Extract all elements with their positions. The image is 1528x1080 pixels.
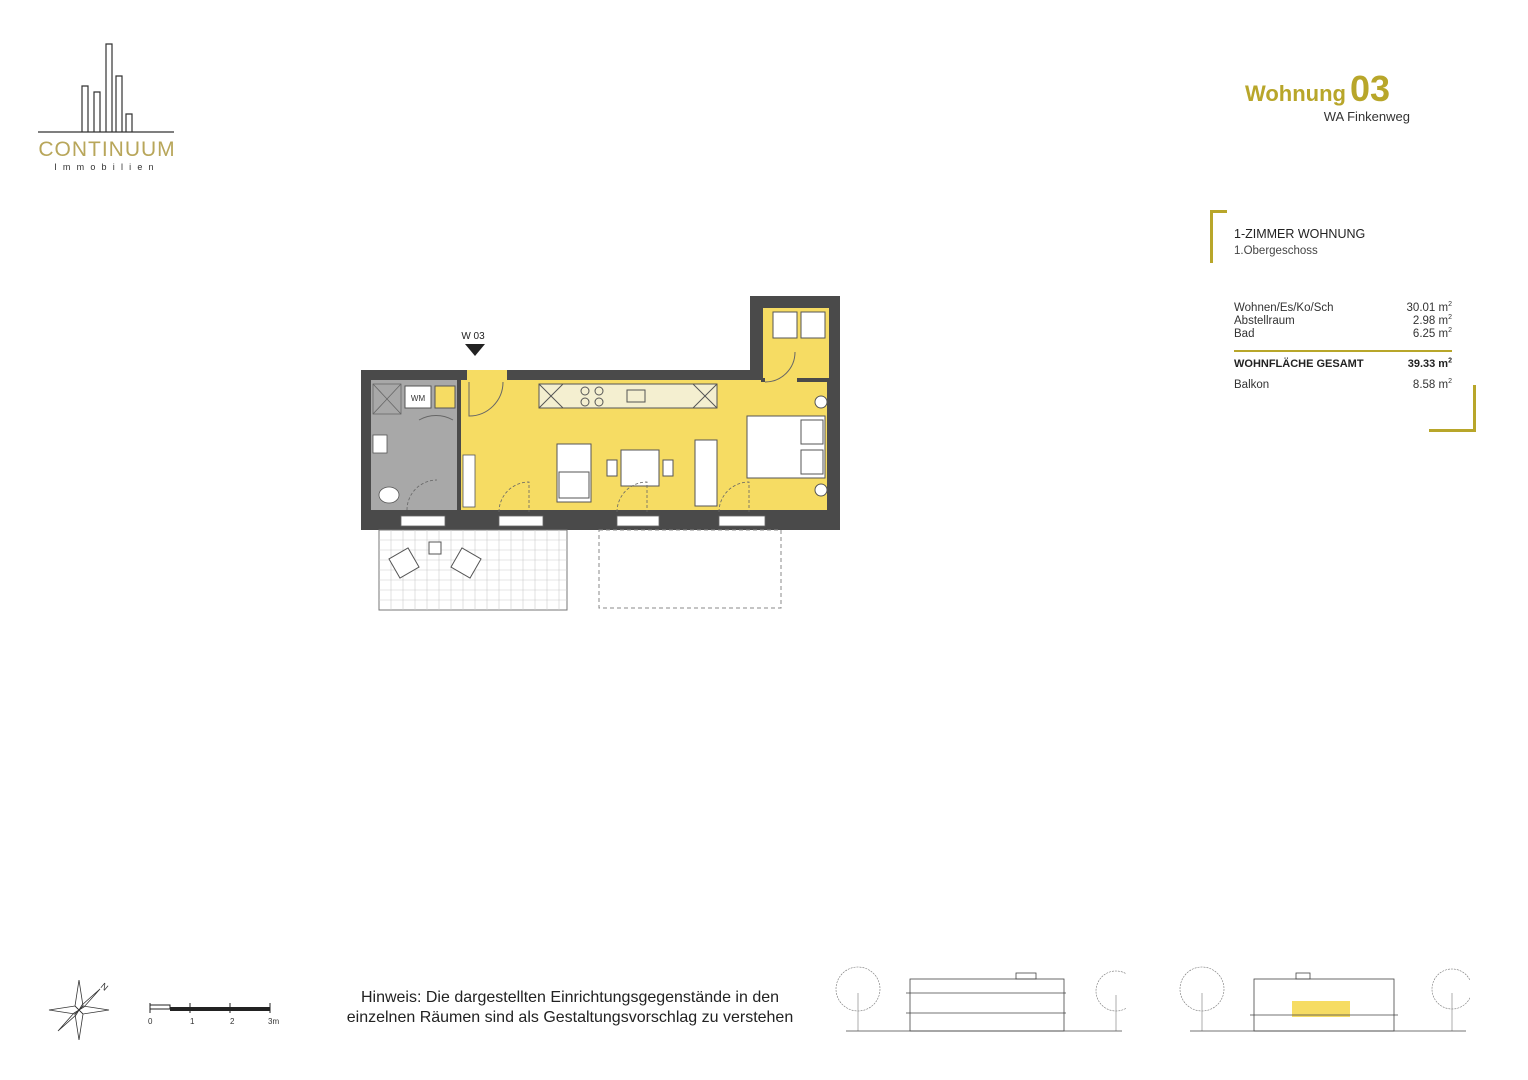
logo-subtitle: Immobilien [54,162,160,172]
skyline-logo-icon [36,42,178,138]
highlighted-unit [1292,1001,1350,1017]
balcony-row [1234,379,1452,391]
sofa [557,444,591,502]
room-area: 6.25 $m^2$ [1412,327,1452,340]
balcony-right-outline [599,530,781,608]
heater [435,386,455,408]
unit-type: 1-ZIMMER WOHNUNG [1234,227,1366,241]
building-elevation-rear [1170,963,1470,1037]
building-front [846,973,1122,1031]
entrance-door-opening [467,370,507,382]
balcony-left [379,530,567,610]
scale-label: 0 [148,1017,153,1026]
area-info-panel [1210,210,1476,432]
disclaimer-line: einzelnen Räumen sind als Gestaltungsvorschlag zu verstehen [346,1009,794,1026]
floor-level: 1.Obergeschoss [1234,245,1318,257]
total-label: WOHNFLÄCHE GESAMT [1234,358,1364,370]
floor-plan-drawing [355,290,855,620]
disclaimer-line: Hinweis: Die dargestellten Einrichtungsgegenstände in den [360,989,780,1006]
tree-icon [1432,969,1470,1031]
page-subtitle: WA Finkenweg [1323,109,1410,124]
logo-name: CONTINUUM [38,138,176,161]
room-row [1234,315,1452,328]
page-title [1245,68,1390,110]
tree-icon [1096,971,1126,1031]
title-word: Wohnung [1244,81,1346,106]
total-value: 39.33 $m^2$ [1407,357,1452,370]
room-row [1234,302,1452,315]
toilet [379,487,399,503]
room-area-list [1234,302,1452,341]
balcony-value: 8.58 $m^2$ [1412,378,1452,391]
scale-bar [140,995,290,1030]
tree-icon [836,967,880,1031]
company-logo [36,42,178,178]
scale-label: 1 [190,1017,195,1026]
floor-plan [355,290,855,620]
room-area: 30.01 $m^2$ [1406,301,1452,314]
disclaimer-text [320,988,820,1028]
room-area: 2.98 $m^2$ [1412,314,1452,327]
room-name: Abstellraum [1234,315,1295,327]
compass-icon [44,975,114,1045]
bathroom-wall [457,380,461,510]
unit-marker-arrow [465,344,485,356]
total-area-row [1234,358,1452,370]
room-row [1234,328,1452,341]
kitchen-counter [539,384,717,408]
room-name: Wohnen/Es/Ko/Sch [1234,302,1334,314]
unit-marker-label: W 03 [461,331,485,342]
svg-text:N: N [98,980,111,993]
tree-icon [1180,967,1224,1031]
scale-label: 3m [268,1017,280,1026]
building-elevation-front [826,963,1126,1037]
cabinet [695,440,717,506]
title-number: 03 [1349,68,1390,109]
room-name: Bad [1234,328,1255,340]
svg-text:WM: WM [410,394,426,403]
wardrobe [463,455,475,507]
total-divider [1234,350,1452,352]
scale-label: 2 [230,1017,235,1026]
panel-bracket-top-left [1210,210,1227,263]
washer [405,386,431,408]
sink [373,435,387,453]
balcony-label: Balkon [1234,379,1270,391]
panel-bracket-bottom-right [1429,385,1476,432]
